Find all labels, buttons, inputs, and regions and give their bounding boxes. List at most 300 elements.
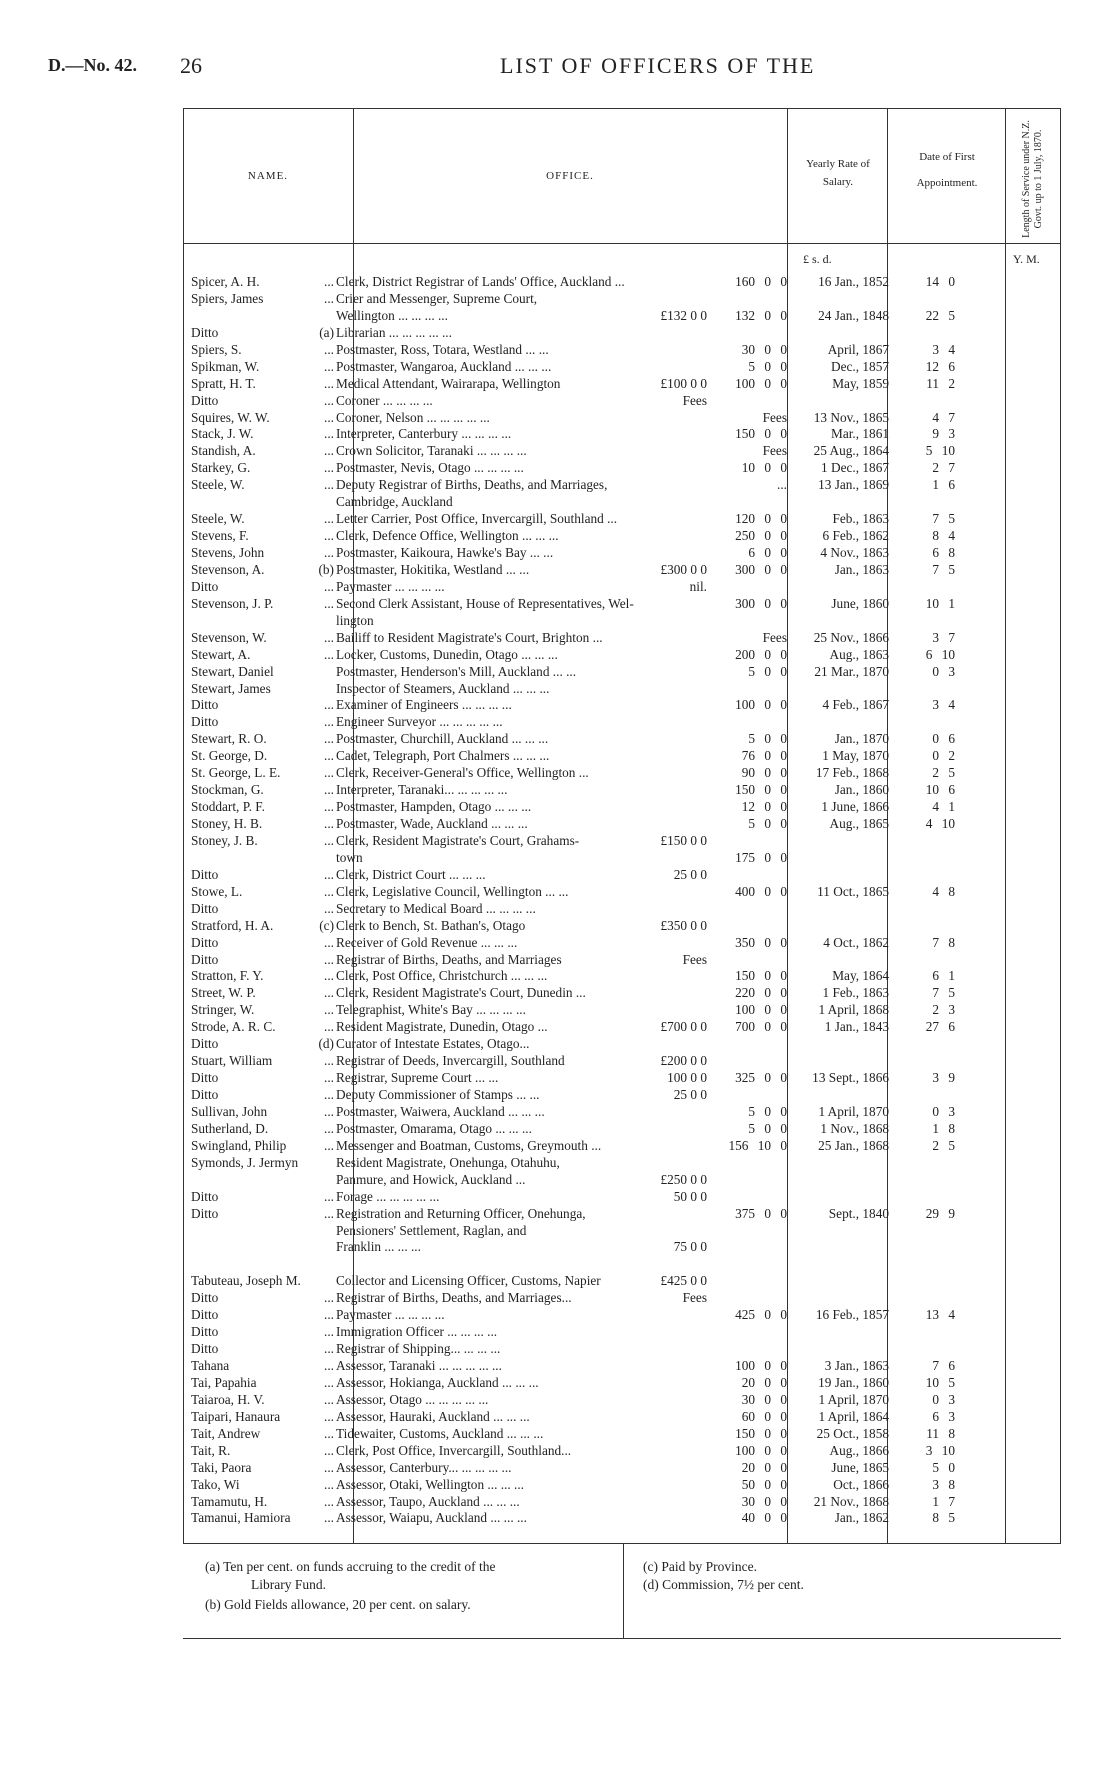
appointment-date: Aug., 1865: [829, 816, 889, 831]
office-title: Tidewaiter, Customs, Auckland ... ... ...: [336, 1425, 544, 1441]
name-note: ...: [324, 375, 334, 391]
name-note: ...: [324, 1442, 334, 1458]
officer-name: Stratton, F. Y.: [191, 968, 264, 984]
officer-name: Taki, Paora: [191, 1459, 252, 1475]
table-row: [183, 1426, 1061, 1443]
yearly-salary: 700 0 0: [735, 1019, 787, 1035]
name-note: ...: [324, 1341, 334, 1357]
office-title: Clerk, Receiver-General's Office, Wellington ...: [336, 765, 589, 781]
officer-name: Squires, W. W.: [191, 409, 270, 425]
length-units: Y. M.: [1013, 252, 1040, 266]
component-amount: £700 0 0: [660, 1019, 707, 1035]
name-note: ...: [324, 765, 334, 781]
yearly-salary: 100 0 0: [735, 697, 787, 713]
officer-name: Ditto: [191, 1036, 219, 1052]
table-row: [183, 1477, 1061, 1494]
officer-name: Strode, A. R. C.: [191, 1019, 276, 1035]
officer-name: Ditto: [191, 866, 219, 882]
name-note: ...: [324, 545, 334, 560]
officer-name: Stowe, L.: [191, 883, 243, 899]
office-title: Postmaster, Wade, Auckland ... ... ...: [336, 816, 528, 831]
appointment-date: April, 1867: [827, 341, 889, 357]
table-row: [183, 426, 1061, 443]
officer-name: Ditto: [191, 934, 219, 950]
office-title: Registrar, Supreme Court ... ...: [336, 1070, 499, 1086]
name-note: ...: [324, 1374, 334, 1390]
table-row: [183, 1223, 1061, 1240]
table-row: [183, 799, 1061, 816]
document-reference: D.—No. 42.: [48, 55, 137, 75]
officer-name: Ditto: [191, 1205, 219, 1221]
office-title: lington: [336, 612, 374, 628]
office-title: Forage ... ... ... ... ...: [336, 1188, 440, 1204]
table-row: [183, 1036, 1061, 1053]
yearly-salary: 375 0 0: [735, 1205, 787, 1221]
table-row: [183, 647, 1061, 664]
table-row: [183, 1443, 1061, 1460]
appointment-date: Oct., 1866: [833, 1476, 889, 1492]
officer-name: Stockman, G.: [191, 782, 264, 798]
yearly-salary: 160 0 0: [735, 274, 787, 289]
column-header-length-text: Length of Service under N.Z. Govt. up to 1 July, 1870.: [1021, 120, 1044, 238]
office-title: Postmaster, Omarama, Otago ... ... ...: [336, 1120, 532, 1136]
office-title: Postmaster, Waiwera, Auckland ... ... ...: [336, 1103, 545, 1119]
service-length: 4 1: [932, 799, 955, 815]
appointment-date: Mar., 1861: [831, 426, 889, 442]
officer-name: Stewart, James: [191, 680, 271, 696]
table-row: [183, 460, 1061, 477]
office-title: Inspector of Steamers, Auckland ... ... ...: [336, 680, 550, 696]
column-header-office: OFFICE.: [546, 170, 594, 182]
component-amount: 100 0 0: [667, 1070, 707, 1086]
service-length: 7 5: [932, 511, 955, 527]
service-length: 6 10: [925, 646, 955, 662]
officer-name: Taipari, Hanaura: [191, 1408, 281, 1424]
name-note: ...: [324, 1476, 334, 1492]
name-note: ...: [324, 968, 334, 984]
service-length: 2 5: [932, 1137, 955, 1153]
appointment-date: Feb., 1863: [832, 511, 889, 527]
yearly-salary: 5 0 0: [748, 1120, 787, 1136]
office-title: Secretary to Medical Board ... ... ... ...: [336, 900, 536, 916]
table-row: [183, 985, 1061, 1002]
office-title: Coroner ... ... ... ...: [336, 392, 433, 408]
name-note: ...: [324, 511, 334, 527]
office-title: Assessor, Taupo, Auckland ... ... ...: [336, 1493, 520, 1509]
yearly-salary: 10 0 0: [741, 460, 787, 476]
office-title: Resident Magistrate, Dunedin, Otago ...: [336, 1019, 548, 1035]
appointment-date: 17 Feb., 1868: [815, 765, 889, 781]
yearly-salary: 30 0 0: [741, 341, 787, 357]
footnote-divider: [623, 1543, 624, 1638]
table-row: [183, 545, 1061, 562]
office-title: Bailiff to Resident Magistrate's Court, Brighton ...: [336, 629, 603, 645]
yearly-salary: 5 0 0: [748, 731, 787, 747]
service-length: 10 5: [925, 1374, 955, 1390]
office-title: Clerk, Post Office, Christchurch ... ... ...: [336, 968, 548, 984]
officer-name: Ditto: [191, 324, 219, 340]
component-amount: 25 0 0: [673, 1087, 707, 1102]
officer-name: Stringer, W.: [191, 1002, 255, 1018]
officer-name: Spiers, James: [191, 290, 264, 306]
component-amount: £132 0 0: [660, 307, 707, 323]
office-title: Paymaster ... ... ... ...: [336, 1307, 445, 1323]
table-row: [183, 511, 1061, 528]
officer-name: Steele, W.: [191, 477, 245, 493]
yearly-salary: 5 0 0: [748, 663, 787, 679]
yearly-salary: 20 0 0: [741, 1459, 787, 1475]
service-length: 2 7: [932, 460, 955, 476]
component-amount: £200 0 0: [660, 1053, 707, 1069]
name-note: ...: [324, 1205, 334, 1221]
name-note: ...: [324, 1290, 334, 1306]
office-title: Engineer Surveyor ... ... ... ... ...: [336, 714, 503, 730]
yearly-salary: 300 0 0: [735, 595, 787, 611]
yearly-salary: 5 0 0: [748, 1103, 787, 1119]
office-title: Letter Carrier, Post Office, Invercargill, Southland ...: [336, 511, 618, 527]
service-length: 4 7: [932, 409, 955, 425]
table-row: [183, 1053, 1061, 1070]
appointment-date: 3 Jan., 1863: [824, 1358, 889, 1373]
table-bottom-rule: [183, 1543, 1061, 1544]
office-title: Cadet, Telegraph, Port Chalmers ... ... ...: [336, 748, 550, 764]
service-length: 3 4: [932, 697, 955, 713]
yearly-salary: 300 0 0: [735, 561, 787, 577]
table-row: [183, 1324, 1061, 1341]
officer-name: Sutherland, D.: [191, 1120, 269, 1136]
table-row: [183, 1375, 1061, 1392]
name-note: ...: [324, 274, 334, 289]
service-length: 2 3: [932, 1002, 955, 1018]
appointment-date: 1 Feb., 1863: [822, 985, 889, 1001]
officer-name: Tahana: [191, 1358, 230, 1373]
appointment-date: 11 Oct., 1865: [817, 883, 889, 899]
officer-name: Stevenson, A.: [191, 561, 265, 577]
table-row: [183, 968, 1061, 985]
office-title: Cambridge, Auckland: [336, 494, 453, 510]
name-note: ...: [324, 392, 334, 408]
office-title: Receiver of Gold Revenue ... ... ...: [336, 934, 518, 950]
yearly-salary: 150 0 0: [735, 426, 787, 442]
yearly-salary: 425 0 0: [735, 1307, 787, 1323]
office-title: Postmaster, Hampden, Otago ... ... ...: [336, 799, 532, 815]
table-row: [183, 579, 1061, 596]
officer-name: Ditto: [191, 1307, 219, 1323]
yearly-salary: 60 0 0: [741, 1408, 787, 1424]
name-note: ...: [324, 1120, 334, 1136]
office-title: Telegraphist, White's Bay ... ... ... ...: [336, 1002, 526, 1018]
officer-name: Tabuteau, Joseph M.: [191, 1273, 301, 1289]
office-title: Assessor, Otago ... ... ... ... ...: [336, 1391, 489, 1407]
table-row: [183, 528, 1061, 545]
table-row: [183, 596, 1061, 613]
table-row: [183, 1494, 1061, 1511]
table-row: [183, 884, 1061, 901]
table-row: [183, 1239, 1061, 1256]
footnote-a: (a) Ten per cent. on funds accruing to the credit of the: [205, 1559, 496, 1574]
officer-name: Tait, R.: [191, 1442, 231, 1458]
yearly-salary: 250 0 0: [735, 528, 787, 544]
yearly-salary: 30 0 0: [741, 1391, 787, 1407]
officer-name: Symonds, J. Jermyn: [191, 1154, 299, 1170]
officer-name: Ditto: [191, 951, 219, 967]
component-amount: 25 0 0: [673, 866, 707, 882]
officer-name: Tait, Andrew: [191, 1425, 261, 1441]
service-length: 1 8: [932, 1120, 955, 1136]
yearly-salary: 132 0 0: [735, 307, 787, 323]
column-header-name: NAME.: [247, 170, 289, 182]
office-title: Postmaster, Nevis, Otago ... ... ... ...: [336, 460, 524, 476]
office-title: Postmaster, Hokitika, Westland ... ...: [336, 561, 530, 577]
yearly-salary: 100 0 0: [735, 1002, 787, 1018]
yearly-salary: 6 0 0: [748, 545, 787, 560]
appointment-date: Jan., 1860: [834, 782, 889, 798]
table-row: [183, 1189, 1061, 1206]
office-title: Assessor, Taranaki ... ... ... ... ...: [336, 1358, 502, 1373]
table-row: [183, 1341, 1061, 1358]
office-title: Clerk, Resident Magistrate's Court, Grahams-: [336, 832, 580, 848]
name-note: ...: [324, 528, 334, 544]
service-length: 3 4: [932, 341, 955, 357]
table-row: [183, 342, 1061, 359]
service-length: 0 6: [932, 731, 955, 747]
table-row: [183, 697, 1061, 714]
name-note: ...: [324, 1087, 334, 1102]
service-length: 7 5: [932, 985, 955, 1001]
appointment-date: 6 Feb., 1862: [822, 528, 889, 544]
office-title: town: [336, 849, 363, 865]
service-length: 5 0: [932, 1459, 955, 1475]
appointment-date: June, 1865: [831, 1459, 889, 1475]
office-title: Clerk, Defence Office, Wellington ... ... ...: [336, 528, 559, 544]
name-note: ...: [324, 1425, 334, 1441]
yearly-salary: 200 0 0: [735, 646, 787, 662]
appointment-date: Aug., 1866: [829, 1442, 889, 1458]
page-number: 26: [180, 53, 202, 78]
service-length: 3 7: [932, 629, 955, 645]
name-note: ...: [324, 799, 334, 815]
yearly-salary: 30 0 0: [741, 1493, 787, 1509]
officer-name: Sullivan, John: [191, 1103, 268, 1119]
service-length: 0 3: [932, 663, 955, 679]
name-note: ...: [324, 477, 334, 493]
table-row: [183, 393, 1061, 410]
office-title: Clerk, Legislative Council, Wellington ... ...: [336, 883, 569, 899]
office-title: Deputy Registrar of Births, Deaths, and Marriages,: [336, 477, 608, 493]
table-row: [183, 1206, 1061, 1223]
name-note: ...: [324, 951, 334, 967]
office-title: Medical Attendant, Wairarapa, Wellington: [336, 375, 561, 391]
appointment-date: 1 Nov., 1868: [820, 1120, 889, 1136]
table-row: [183, 376, 1061, 393]
yearly-salary: 350 0 0: [735, 934, 787, 950]
name-note: ...: [324, 1391, 334, 1407]
appointment-date: 4 Feb., 1867: [822, 697, 889, 713]
table-row: [183, 1273, 1061, 1290]
office-title: Deputy Commissioner of Stamps ... ...: [336, 1087, 540, 1102]
table-row: [183, 1290, 1061, 1307]
appointment-date: Dec., 1857: [831, 358, 889, 374]
officer-name: Tamanui, Hamiora: [191, 1510, 291, 1526]
table-row: [183, 1121, 1061, 1138]
appointment-date: 1 April, 1870: [818, 1391, 889, 1407]
officer-name: Ditto: [191, 1188, 219, 1204]
component-amount: £300 0 0: [660, 561, 707, 577]
component-amount: £425 0 0: [660, 1273, 707, 1289]
officer-name: Ditto: [191, 1341, 219, 1357]
officer-name: Tako, Wi: [191, 1476, 240, 1492]
office-title: Pensioners' Settlement, Raglan, and: [336, 1222, 527, 1238]
table-row: [183, 664, 1061, 681]
officer-name: Taiaroa, H. V.: [191, 1391, 265, 1407]
name-note: ...: [324, 1002, 334, 1018]
name-note: ...: [324, 900, 334, 916]
officer-name: Ditto: [191, 1087, 219, 1102]
name-note: (b): [318, 561, 334, 577]
table-row: [183, 1510, 1061, 1527]
table-row: [183, 630, 1061, 647]
appointment-date: Jan., 1862: [834, 1510, 889, 1526]
officer-name: Steele, W.: [191, 511, 245, 527]
name-note: ...: [324, 1053, 334, 1069]
office-title: Clerk, District Registrar of Lands' Office, Auckland ...: [336, 274, 625, 289]
component-amount: £150 0 0: [660, 832, 707, 848]
footnote-d: (d) Commission, 7½ per cent.: [643, 1577, 804, 1592]
table-row: [183, 867, 1061, 884]
office-title: Postmaster, Churchill, Auckland ... ... ...: [336, 731, 549, 747]
name-note: ...: [324, 866, 334, 882]
table-row: [183, 477, 1061, 494]
table-row: [183, 1087, 1061, 1104]
officer-name: Stewart, Daniel: [191, 663, 274, 679]
name-note: ...: [324, 1408, 334, 1424]
appointment-date: 1 April, 1868: [818, 1002, 889, 1018]
service-length: 27 6: [925, 1019, 955, 1035]
officer-name: Spratt, H. T.: [191, 375, 256, 391]
appointment-date: May, 1864: [832, 968, 889, 984]
header-rule: [183, 243, 1061, 244]
service-length: 0 3: [932, 1391, 955, 1407]
page-header: [48, 55, 1078, 83]
office-title: Franklin ... ... ...: [336, 1239, 421, 1255]
officer-name: Stoney, H. B.: [191, 816, 263, 831]
table-row: [183, 1070, 1061, 1087]
service-length: 4 10: [925, 816, 955, 831]
column-header-salary: Yearly Rate of Salary.: [806, 158, 870, 188]
table-row: [183, 833, 1061, 850]
table-row: [183, 359, 1061, 376]
table-row: [183, 782, 1061, 799]
table-top-rule: [183, 108, 1061, 109]
office-title: Paymaster ... ... ... ...: [336, 578, 445, 594]
office-title: Postmaster, Henderson's Mill, Auckland ... ...: [336, 663, 577, 679]
service-length: 13 4: [925, 1307, 955, 1323]
officer-name: St. George, D.: [191, 748, 268, 764]
yearly-salary: 150 0 0: [735, 782, 787, 798]
office-title: Assessor, Hokianga, Auckland ... ... ...: [336, 1374, 539, 1390]
footnote-c: (c) Paid by Province.: [643, 1559, 757, 1574]
officer-name: Stewart, A.: [191, 646, 251, 662]
name-note: ...: [324, 1493, 334, 1509]
office-title: Registrar of Births, Deaths, and Marriages...: [336, 1290, 572, 1306]
table-row: [183, 308, 1061, 325]
name-note: ...: [324, 341, 334, 357]
yearly-salary: ...: [777, 477, 787, 493]
appointment-date: 21 Mar., 1870: [814, 663, 889, 679]
service-length: 10 6: [925, 782, 955, 798]
name-note: ...: [324, 1188, 334, 1204]
office-title: Postmaster, Kaikoura, Hawke's Bay ... ...: [336, 545, 554, 560]
officer-name: Stoney, J. B.: [191, 832, 258, 848]
service-length: 11 8: [926, 1425, 955, 1441]
component-amount: Fees: [682, 1290, 707, 1306]
name-note: ...: [324, 731, 334, 747]
name-note: ...: [324, 714, 334, 730]
name-note: ...: [324, 426, 334, 442]
name-note: ...: [324, 1137, 334, 1153]
name-note: ...: [324, 358, 334, 374]
yearly-salary: 100 0 0: [735, 375, 787, 391]
table-row: [183, 765, 1061, 782]
table-row: [183, 935, 1061, 952]
name-note: ...: [324, 460, 334, 476]
appointment-date: 19 Jan., 1860: [818, 1374, 889, 1390]
yearly-salary: 150 0 0: [735, 968, 787, 984]
yearly-salary: 90 0 0: [741, 765, 787, 781]
table-row: [183, 443, 1061, 460]
service-length: 11 2: [926, 375, 955, 391]
table-row: [183, 1460, 1061, 1477]
office-title: Immigration Officer ... ... ... ...: [336, 1324, 498, 1340]
table-row: [183, 901, 1061, 918]
officer-name: Stack, J. W.: [191, 426, 254, 442]
yearly-salary: 40 0 0: [741, 1510, 787, 1526]
name-note: ...: [324, 934, 334, 950]
office-title: Resident Magistrate, Onehunga, Otahuhu,: [336, 1154, 560, 1170]
office-title: Interpreter, Taranaki... ... ... ... ...: [336, 782, 508, 798]
appointment-date: 13 Sept., 1866: [812, 1070, 889, 1086]
name-note: (a): [319, 324, 334, 340]
service-length: 29 9: [925, 1205, 955, 1221]
appointment-date: June, 1860: [831, 595, 889, 611]
office-title: Locker, Customs, Dunedin, Otago ... ... ...: [336, 646, 558, 662]
page-title: LIST OF OFFICERS OF THE: [500, 53, 816, 78]
officer-name: Stuart, William: [191, 1053, 273, 1069]
name-note: ...: [324, 748, 334, 764]
officer-name: Tai, Papahia: [191, 1374, 257, 1390]
name-note: ...: [324, 1019, 334, 1035]
office-title: Registrar of Deeds, Invercargill, Southland: [336, 1053, 565, 1069]
name-note: ...: [324, 985, 334, 1001]
office-title: Collector and Licensing Officer, Customs, Napier: [336, 1273, 601, 1289]
name-note: ...: [324, 697, 334, 713]
service-length: 6 1: [932, 968, 955, 984]
officer-name: Ditto: [191, 714, 219, 730]
name-note: (c): [319, 917, 334, 933]
page-bottom-rule: [183, 1638, 1061, 1639]
table-row: [183, 681, 1061, 698]
yearly-salary: Fees: [762, 629, 787, 645]
yearly-salary: 150 0 0: [735, 1425, 787, 1441]
service-length: 7 6: [932, 1358, 955, 1373]
yearly-salary: Fees: [762, 409, 787, 425]
officer-name: Spicer, A. H.: [191, 274, 260, 289]
officer-name: Ditto: [191, 1290, 219, 1306]
office-title: Registrar of Shipping... ... ... ...: [336, 1341, 501, 1357]
officer-name: Stevenson, W.: [191, 629, 267, 645]
office-title: Messenger and Boatman, Customs, Greymouth ...: [336, 1137, 602, 1153]
component-amount: 50 0 0: [673, 1188, 707, 1204]
